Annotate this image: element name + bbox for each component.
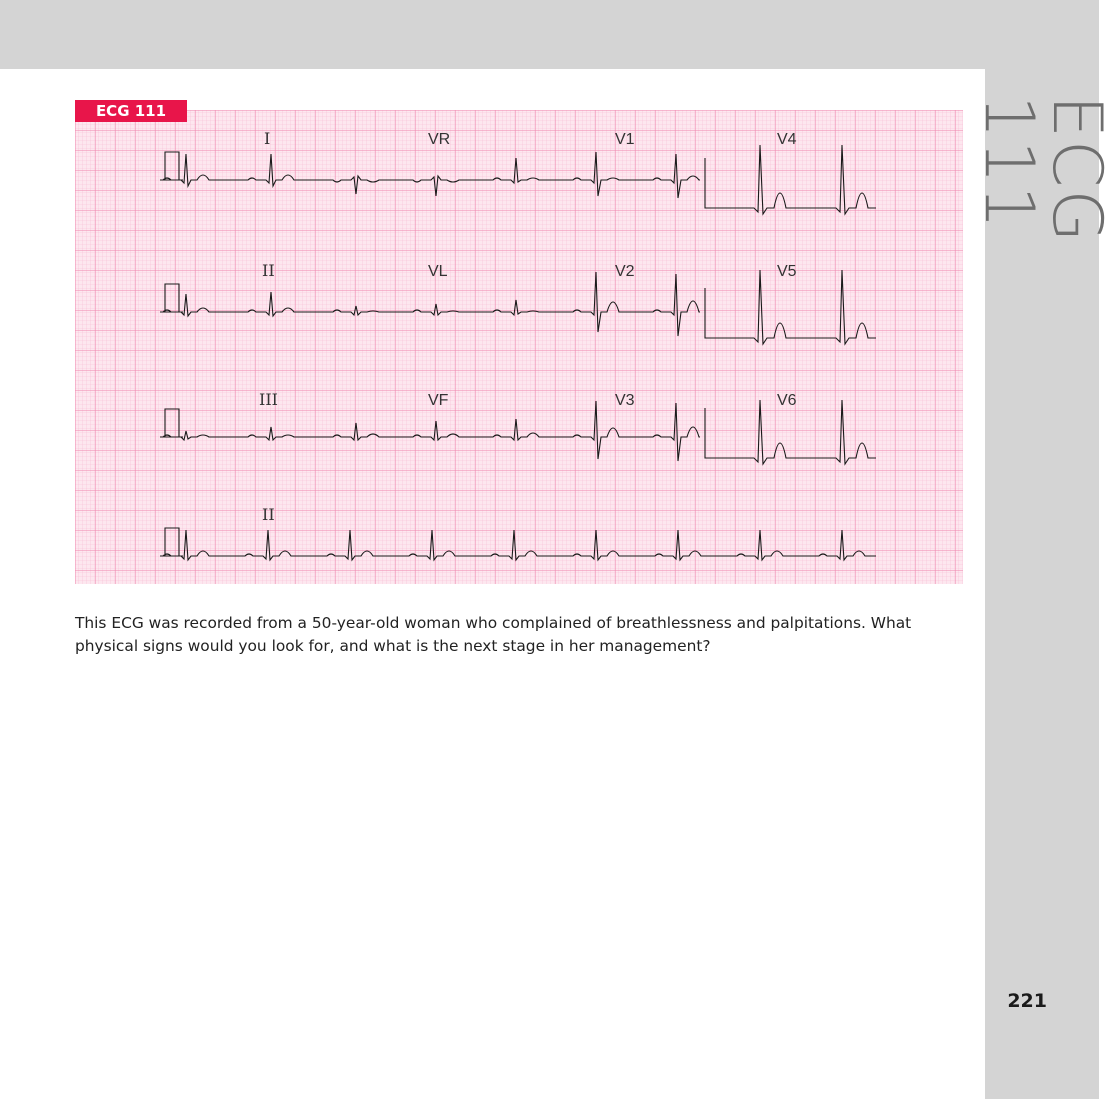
lead-label: II xyxy=(262,505,275,524)
lead-label: VR xyxy=(428,131,451,148)
lead-label: V5 xyxy=(777,263,797,280)
lead-label: I xyxy=(264,129,271,148)
ecg-number-tag: ECG 111 xyxy=(75,100,187,122)
page-number: 221 xyxy=(1007,990,1047,1012)
side-chapter-title: ECG 111 xyxy=(969,95,1116,245)
lead-label: V4 xyxy=(777,131,797,148)
lead-label: V3 xyxy=(615,392,635,409)
lead-label: VL xyxy=(428,263,448,280)
lead-label: V6 xyxy=(777,392,797,409)
lead-label: II xyxy=(262,261,275,280)
lead-label: V1 xyxy=(615,131,635,148)
top-margin-band xyxy=(0,0,1099,69)
question-text: This ECG was recorded from a 50-year-old woman who complained of breathlessness and palpitations. What physical signs would you look for, and what is the next stage in her management? xyxy=(75,614,912,655)
lead-label: VF xyxy=(428,392,449,409)
lead-label: V2 xyxy=(615,263,635,280)
lead-label: III xyxy=(259,390,278,409)
ecg-tracing xyxy=(75,110,963,584)
